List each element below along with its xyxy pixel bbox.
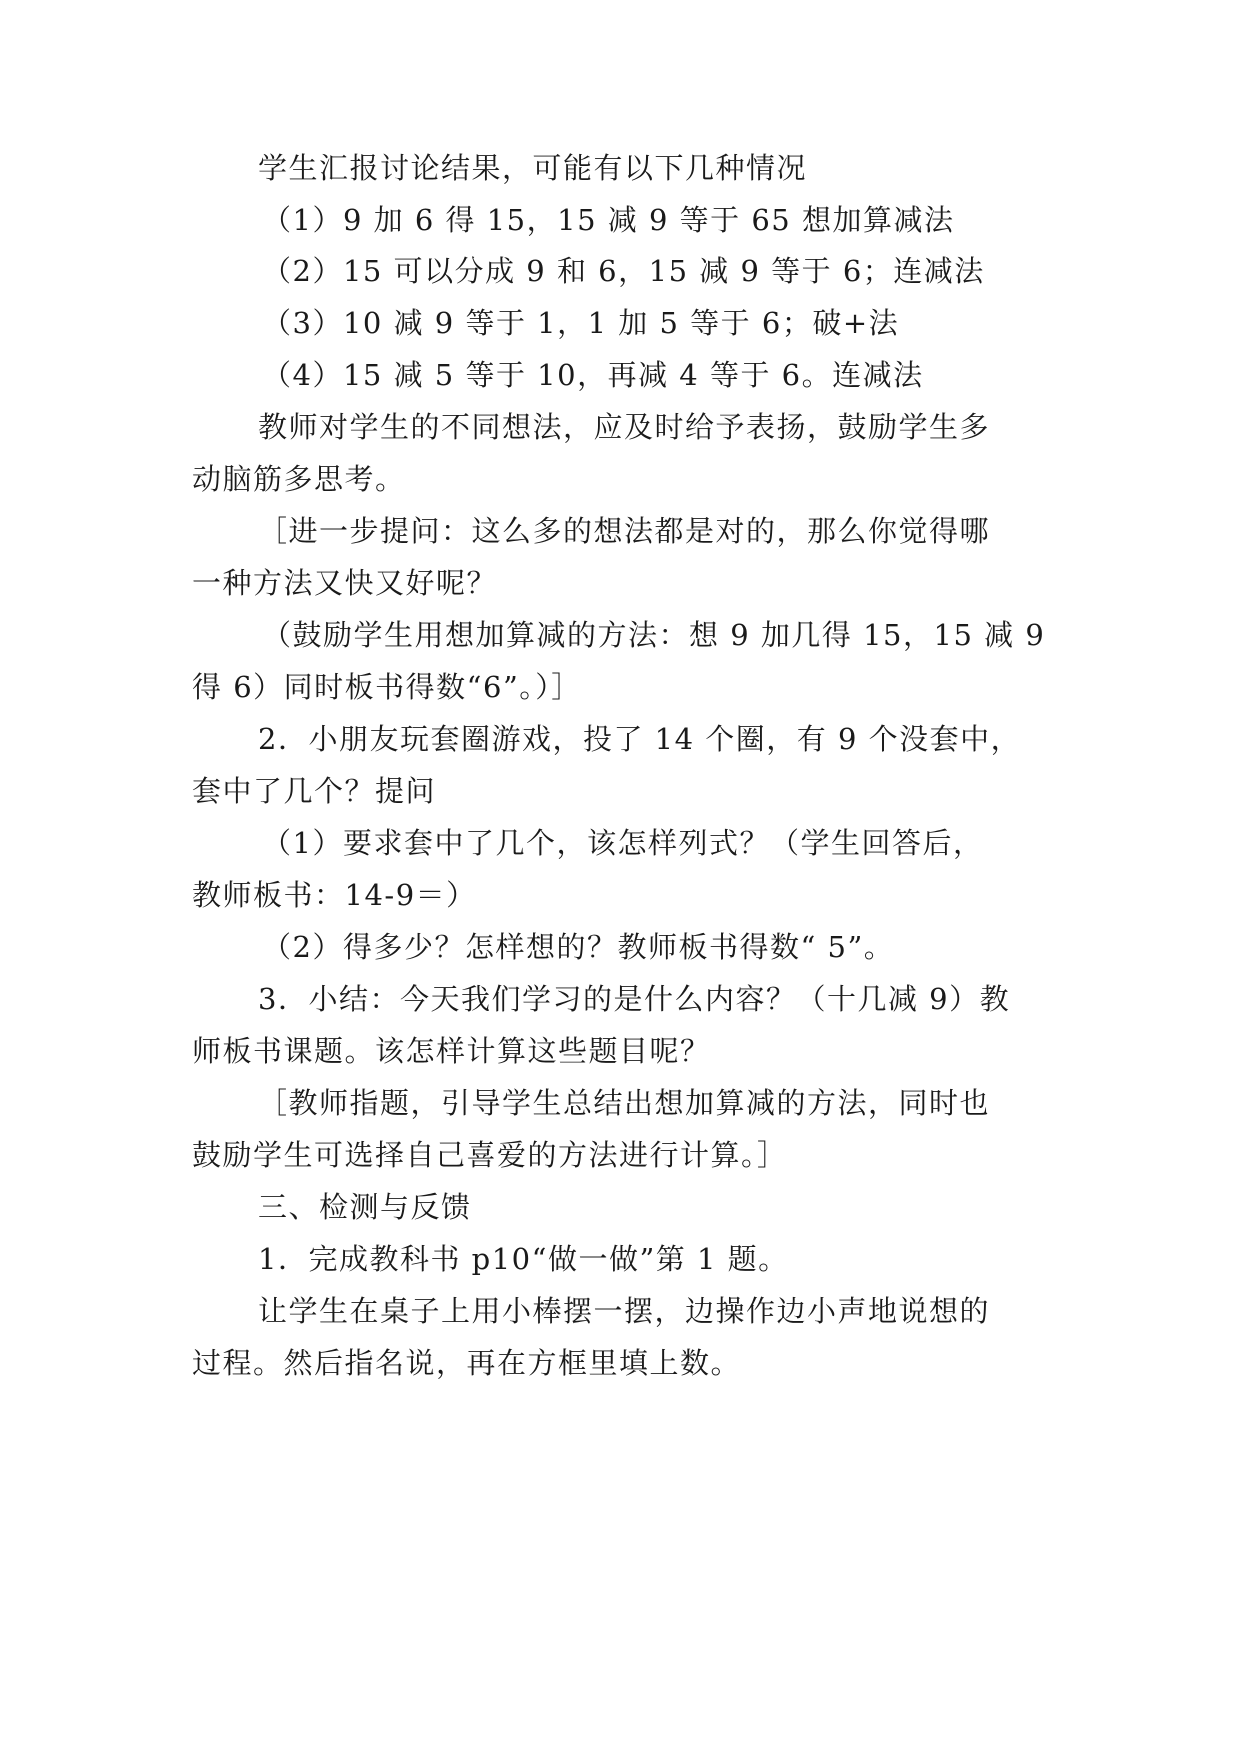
paragraph-line: 套中了几个？提问 [192, 774, 437, 808]
list-item: （1）要求套中了几个，该怎样列式？（学生回答后， [262, 826, 984, 860]
paragraph-line: 学生汇报讨论结果，可能有以下几种情况 [258, 151, 808, 185]
paragraph-line: ［进一步提问：这么多的想法都是对的，那么你觉得哪 [258, 514, 991, 548]
paragraph-line: 一种方法又快又好呢？ [192, 566, 498, 600]
paragraph-line: 得 6）同时板书得数“6”。）］ [192, 670, 582, 704]
paragraph-line: 教师板书：14-9＝） [192, 878, 477, 912]
paragraph-line: 教师对学生的不同想法，应及时给予表扬，鼓励学生多 [258, 410, 991, 444]
paragraph-line: 动脑筋多思考。 [192, 462, 406, 496]
list-item: （2）得多少？怎样想的？教师板书得数“ 5”。 [262, 930, 895, 964]
paragraph-line: 2．小朋友玩套圈游戏，投了 14 个圈，有 9 个没套中， [258, 722, 1022, 756]
paragraph-line: 过程。然后指名说，再在方框里填上数。 [192, 1346, 742, 1380]
list-item: （3）10 减 9 等于 1，1 加 5 等于 6；破+法 [262, 306, 900, 340]
paragraph-line: 让学生在桌子上用小棒摆一摆，边操作边小声地说想的 [258, 1294, 991, 1328]
list-item: （4）15 减 5 等于 10，再减 4 等于 6。连减法 [262, 358, 924, 392]
list-item: （2）15 可以分成 9 和 6，15 减 9 等于 6；连减法 [262, 254, 985, 288]
section-heading: 三、检测与反馈 [258, 1190, 472, 1224]
list-item: （1）9 加 6 得 15，15 减 9 等于 65 想加算减法 [262, 203, 955, 237]
paragraph-line: ［教师指题，引导学生总结出想加算减的方法，同时也 [258, 1086, 991, 1120]
paragraph-line: 鼓励学生可选择自己喜爱的方法进行计算。］ [192, 1138, 788, 1172]
paragraph-line: 1．完成教科书 p10“做一做”第 1 题。 [258, 1242, 789, 1276]
paragraph-line: （鼓励学生用想加算减的方法：想 9 加几得 15，15 减 9 [262, 618, 1046, 652]
paragraph-line: 3．小结：今天我们学习的是什么内容？（十几减 9）教 [258, 982, 1011, 1016]
paragraph-line: 师板书课题。该怎样计算这些题目呢？ [192, 1034, 711, 1068]
